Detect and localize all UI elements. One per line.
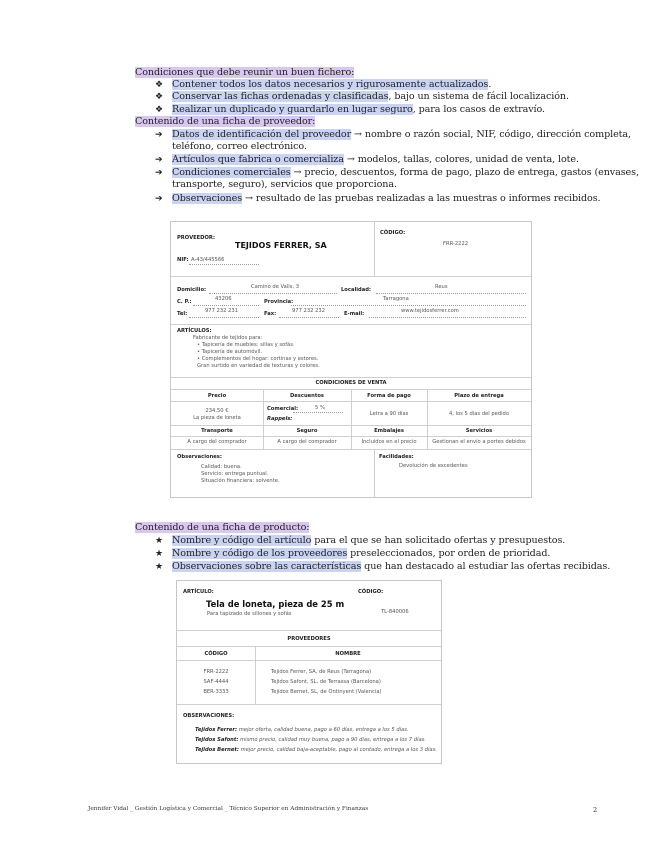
articulo-item: • Tapicería de muebles: sillas y sofás. — [197, 342, 295, 348]
section2-item: Observaciones → resultado de las pruebas realizadas a las muestras o informes recibidos. — [172, 193, 601, 204]
header-plazo: Plazo de entrega — [454, 393, 504, 399]
proveedores-title: PROVEEDORES — [287, 636, 331, 642]
section2-item-line2: teléfono, correo electrónico. — [172, 141, 307, 152]
section1-item: Realizar un duplicado y guardarlo en lugar seguro, para los casos de extravío. — [172, 104, 545, 115]
plazo-value: 4, los 5 días del pedido — [448, 411, 510, 417]
product-obs-item: Tejidos Safont: mismo precio, calidad muy buena, pago a 90 días, entrega a los 7 días. — [195, 737, 426, 743]
table-row-name: Tejidos Ferrer, SA, de Reus (Tarragona) — [271, 669, 372, 675]
codigo-label: CÓDIGO: — [380, 230, 406, 236]
seguro-value: A cargo del comprador — [277, 439, 337, 445]
facilidades-value: Devolución de excedentes — [399, 463, 468, 469]
header-transporte: Transporte — [201, 428, 233, 434]
observaciones-label: Observaciones: — [177, 454, 222, 460]
email-label: E-mail: — [344, 311, 365, 317]
section3-item: Nombre y código del artículo para el que se han solicitado ofertas y presupuestos. — [172, 535, 566, 546]
section1-item: Contener todos los datos necesarios y rigurosamente actualizados. — [172, 79, 492, 90]
comercial-value: 5 % — [315, 405, 325, 411]
domicilio-label: Domicilio: — [177, 287, 207, 293]
cp-label: C. P.: — [177, 299, 192, 305]
supplier-card — [170, 221, 532, 498]
articulos-extra: Gran surtido en variedad de texturas y colores. — [197, 363, 320, 369]
articulo-item: • Complementos del hogar: cortinas y estores. — [197, 356, 319, 362]
arrow-bullet-icon: ➔ — [155, 130, 163, 140]
fax-value: 977 232 232 — [292, 308, 326, 314]
rappels-label: Rappels: — [267, 416, 293, 422]
codigo-value: FRR-2222 — [443, 241, 469, 247]
provincia-label: Provincia: — [264, 299, 294, 305]
forma-pago-value: Letra a 90 días — [369, 411, 409, 417]
section2-item-line2: transporte, seguro), servicios que proporciona. — [172, 179, 397, 190]
section2-item: Condiciones comerciales → precio, descuentos, forma de pago, plazo de entrega, gastos (envases, — [172, 167, 639, 178]
nif-label: NIF: — [177, 257, 189, 263]
product-name: Tela de loneta, pieza de 25 m — [206, 599, 345, 609]
articulo-label: ARTÍCULO: — [183, 589, 214, 595]
fax-label: Fax: — [264, 311, 277, 317]
table-row-code: BER-3333 — [203, 689, 229, 695]
proveedor-label: PROVEEDOR: — [177, 235, 215, 241]
star-bullet-icon: ★ — [155, 549, 164, 559]
page-number: 2 — [593, 806, 598, 814]
header-precio: Precio — [207, 393, 227, 399]
table-row-code: FRR-2222 — [203, 669, 229, 675]
section2-item: Datos de identificación del proveedor → nombre o razón social, NIF, código, dirección completa, — [172, 129, 631, 140]
header-servicios: Servicios — [465, 428, 493, 434]
table-row-name: Tejidos Bernet, SL, de Ontinyent (Valencia) — [271, 689, 382, 695]
observacion-item: Servicio: entrega puntual. — [201, 471, 269, 477]
section2-item: Artículos que fabrica o comercializa → modelos, tallas, colores, unidad de venta, lote. — [172, 154, 579, 165]
col-codigo: CÓDIGO — [204, 651, 228, 657]
header-embalajes: Embalajes — [374, 428, 404, 434]
star-bullet-icon: ★ — [155, 562, 164, 572]
arrow-bullet-icon: ➔ — [155, 168, 163, 178]
observacion-item: Situación financiera: solvente. — [201, 478, 280, 484]
articulos-label: ARTÍCULOS: — [177, 328, 212, 334]
section1-heading: Condiciones que debe reunir un buen fichero: — [135, 67, 355, 78]
header-descuentos: Descuentos — [289, 393, 325, 399]
product-obs-label: OBSERVACIONES: — [183, 713, 235, 719]
section3-item: Observaciones sobre las características que han destacado al estudiar las ofertas recibidas. — [172, 561, 611, 572]
section3-item: Nombre y código de los proveedores preseleccionados, por orden de prioridad. — [172, 548, 551, 559]
arrow-bullet-icon: ➔ — [155, 155, 163, 165]
table-row-code: SAF-4444 — [203, 679, 229, 685]
precio-detail: La pieza de loneta — [193, 415, 241, 421]
precio-value: 234,50 € — [205, 408, 229, 414]
table-row-name: Tejidos Safont, SL, de Terrassa (Barcelona) — [271, 679, 381, 685]
comercial-label: Comercial: — [267, 406, 299, 412]
provincia-value: Tarragona — [383, 296, 409, 302]
product-codigo-label: CÓDIGO: — [358, 589, 384, 595]
supplier-name: TEJIDOS FERRER, SA — [235, 241, 327, 250]
product-subtitle: Para tapizado de sillones y sofás — [207, 611, 292, 617]
conditions-title: CONDICIONES DE VENTA — [315, 380, 387, 386]
section1-item: Conservar las fichas ordenadas y clasificadas, bajo un sistema de fácil localización. — [172, 91, 569, 102]
col-nombre: NOMBRE — [335, 651, 361, 657]
product-obs-item: Tejidos Ferrer: mejor oferta, calidad buena, pago a 60 días, entrega a los 5 días. — [195, 727, 409, 733]
diamond-bullet-icon: ❖ — [155, 80, 164, 90]
diamond-bullet-icon: ❖ — [155, 92, 164, 102]
cp-value: 43206 — [215, 296, 232, 302]
arrow-bullet-icon: ➔ — [155, 194, 163, 204]
product-codigo-value: TL-840006 — [381, 609, 409, 615]
star-bullet-icon: ★ — [155, 536, 164, 546]
diamond-bullet-icon: ❖ — [155, 105, 164, 115]
articulos-intro: Fabricante de tejidos para: — [193, 335, 263, 341]
domicilio-value: Camino de Valls, 3 — [251, 284, 300, 290]
email-value: www.tejidosferrer.com — [401, 308, 459, 314]
articulo-item: • Tapicería de automóvil. — [197, 349, 263, 355]
observacion-item: Calidad: buena. — [201, 464, 242, 470]
header-seguro: Seguro — [296, 428, 318, 434]
localidad-label: Localidad: — [341, 287, 372, 293]
tel-label: Tel: — [177, 311, 188, 317]
page-footer: Jennifer Vidal _ Gestión Logística y Comercial _ Técnico Superior en Administración y Finanzas — [88, 806, 369, 812]
localidad-value: Reus — [435, 284, 448, 290]
header-forma-pago: Forma de pago — [367, 393, 411, 399]
transporte-value: A cargo del comprador — [187, 439, 247, 445]
embalajes-value: Incluidos en el precio — [361, 439, 417, 445]
product-card — [176, 580, 442, 764]
nif-value: A-43/445566 — [191, 257, 225, 263]
section2-heading: Contenido de una ficha de proveedor: — [135, 116, 316, 127]
tel-value: 977 232 231 — [205, 308, 239, 314]
section3-heading: Contenido de una ficha de producto: — [135, 522, 310, 533]
product-obs-item: Tejidos Bernet: mejor precio, calidad baja-aceptable, pago al contado, entrega a los 3 días. — [195, 747, 437, 753]
servicios-value: Gestionan el envío a portes debidos — [432, 439, 526, 445]
facilidades-label: Facilidades: — [379, 454, 414, 460]
